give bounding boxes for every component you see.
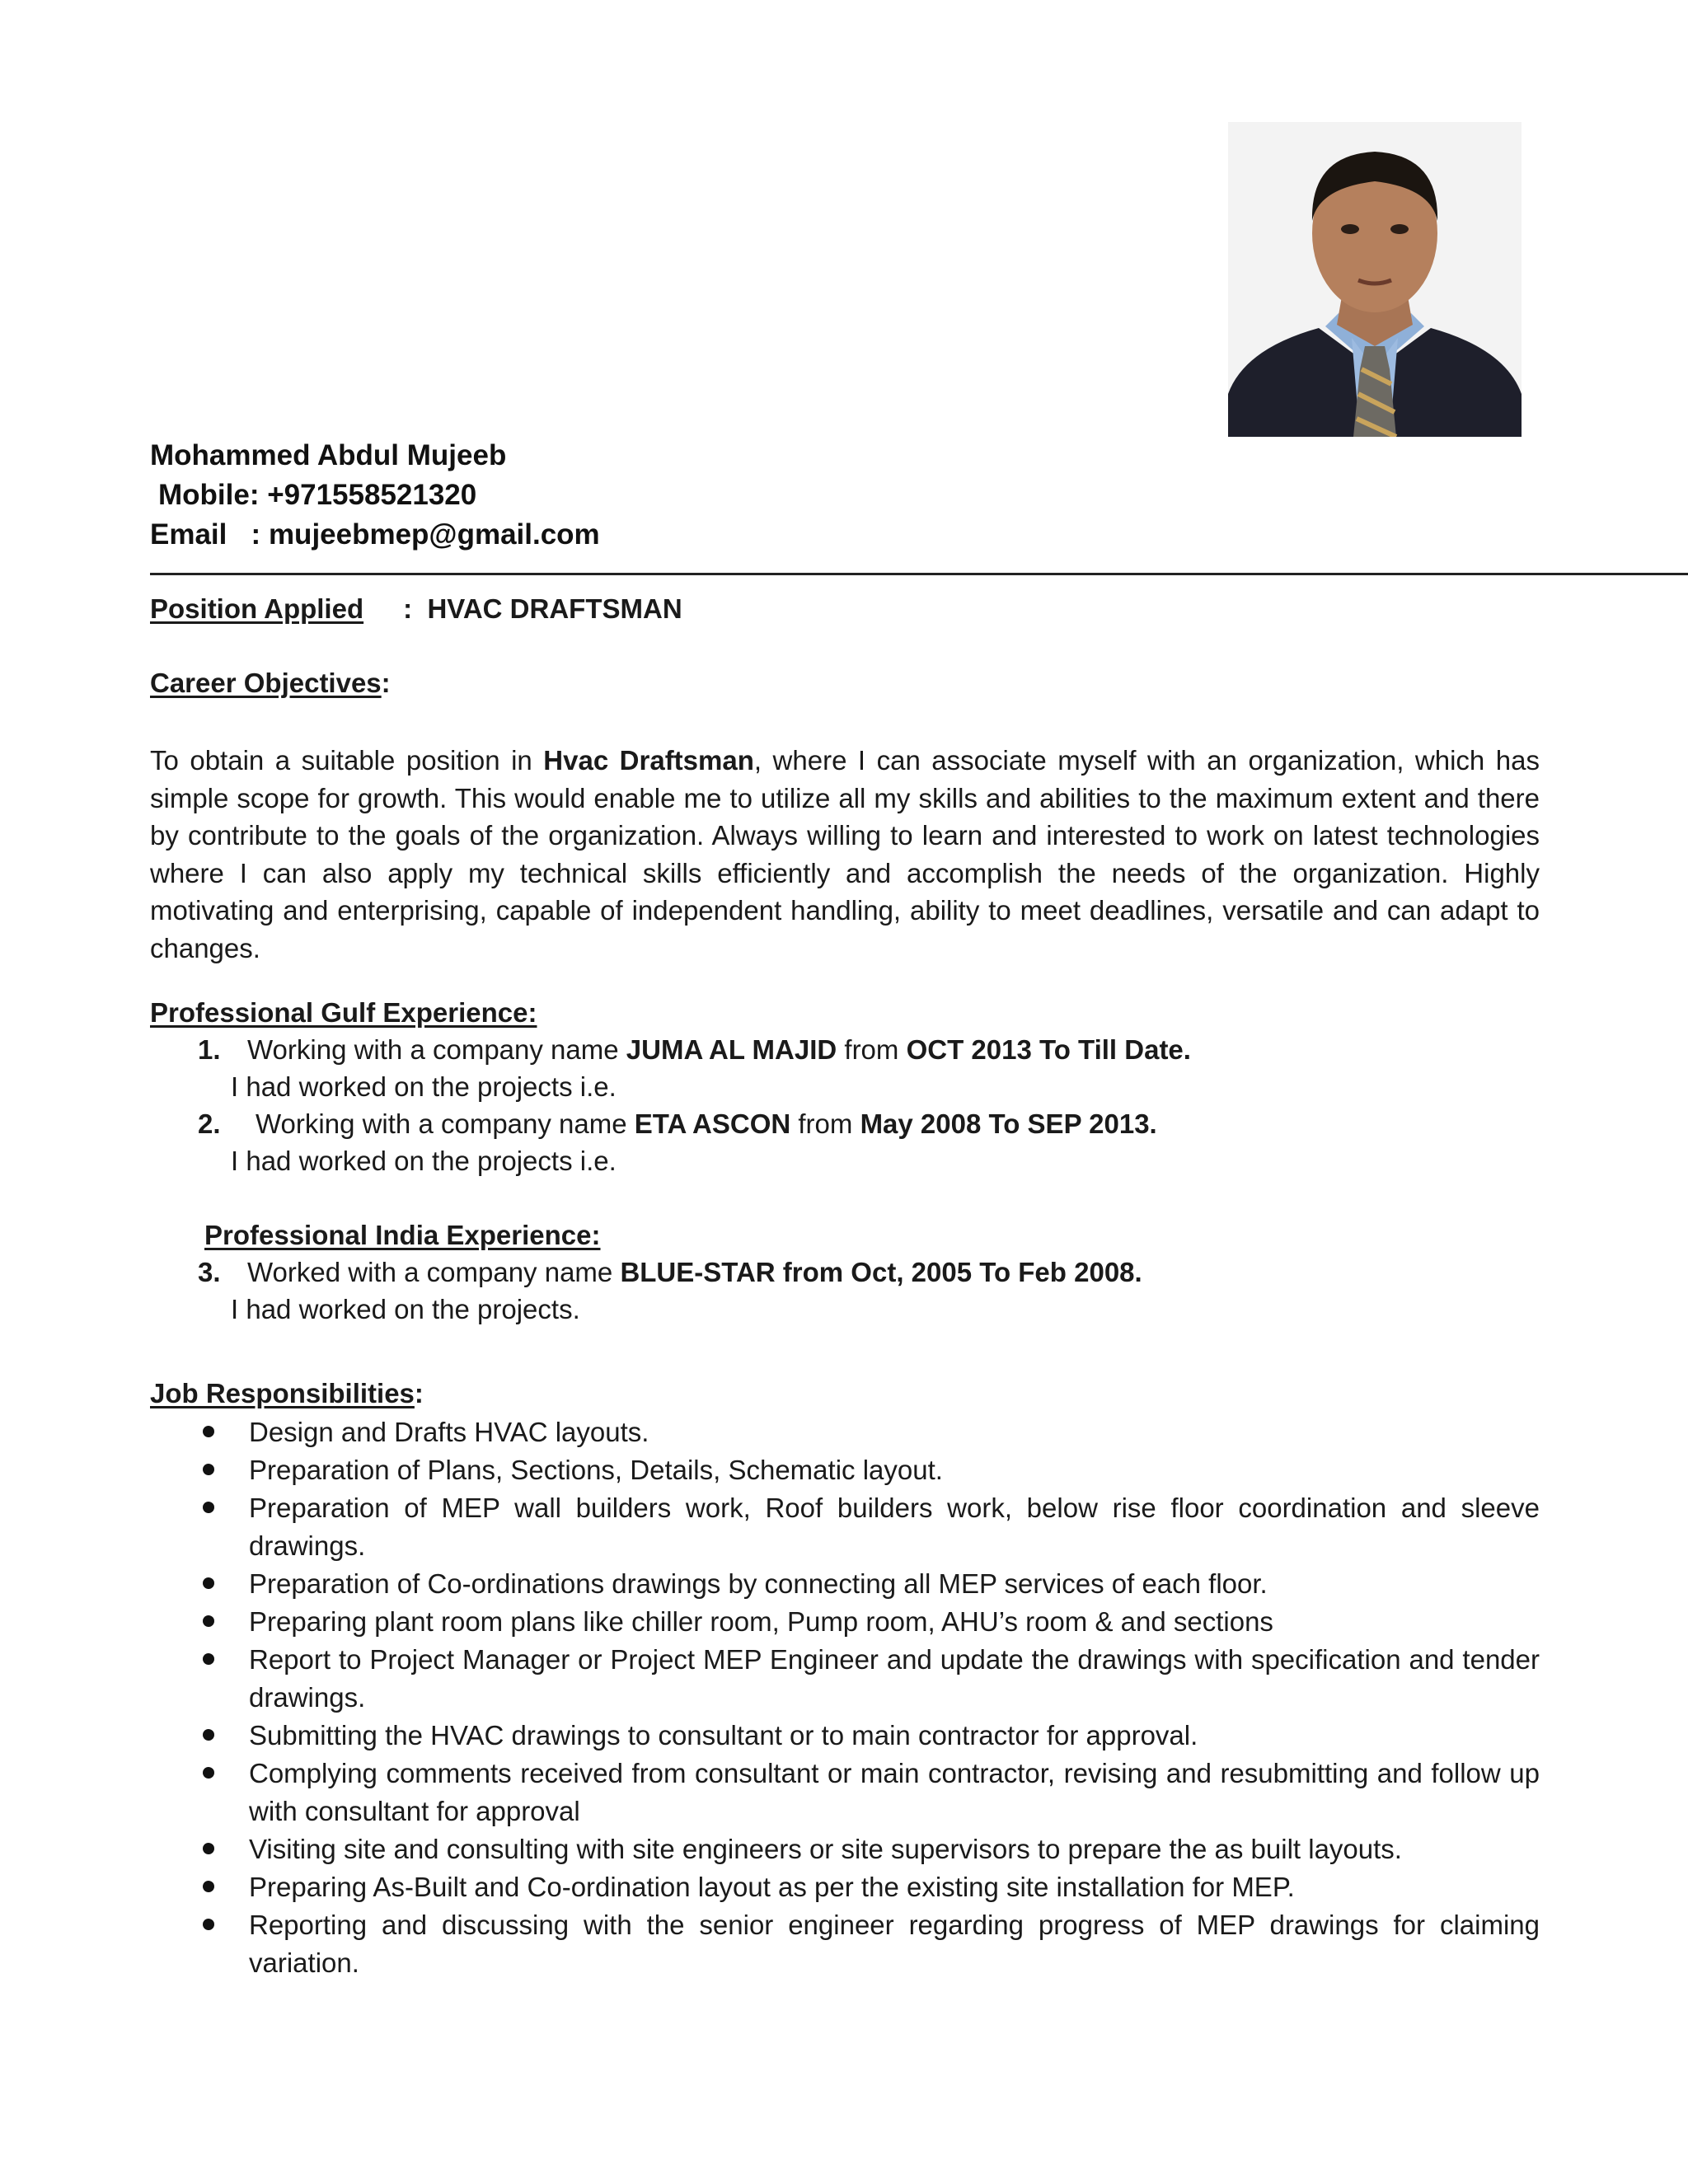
career-objectives-paragraph: To obtain a suitable position in Hvac Draftsman, where I can associate myself with an organization, which has simple scope for growth. This would enable me to utilize all my skills and abilities to the maximum extent and there by contribute to the goals of the organization. Always willing to learn and interested to work on latest technologies where I can also apply my technical skills efficiently and accomplish the needs of the organization. Highly motivating and enterprising, capable of independent handling, ability to meet deadlines, versatile and can adapt to changes.	[150, 745, 1540, 963]
list-item: Preparation of MEP wall builders work, Roof builders work, below rise floor coordination and sleeve drawings.	[196, 1489, 1540, 1565]
list-item: Preparation of Co-ordinations drawings by connecting all MEP services of each floor.	[196, 1565, 1540, 1603]
bullet-icon	[203, 1615, 214, 1627]
gulf-experience-heading: Professional Gulf Experience:	[150, 997, 537, 1028]
experience-projects: I had worked on the projects i.e.	[231, 1071, 617, 1102]
email-label: Email :	[150, 518, 269, 551]
list-item: Preparing As-Built and Co-ordination layout as per the existing site installation for MEP.	[196, 1868, 1540, 1906]
list-item: Preparing plant room plans like chiller room, Pump room, AHU’s room & and sections	[196, 1603, 1540, 1641]
position-value: HVAC DRAFTSMAN	[427, 593, 682, 624]
list-item: Complying comments received from consultant or main contractor, revising and resubmitting and follow up with consultant for approval	[196, 1755, 1540, 1830]
bullet-icon	[203, 1464, 214, 1475]
bullet-icon	[203, 1653, 214, 1665]
position-separator: :	[403, 593, 413, 624]
experience-projects: I had worked on the projects.	[231, 1294, 580, 1324]
bullet-icon	[203, 1843, 214, 1854]
list-item: Design and Drafts HVAC layouts.	[196, 1413, 1540, 1451]
experience-number: 3.	[198, 1257, 221, 1287]
bullet-icon	[203, 1577, 214, 1589]
email-address[interactable]: mujeebmep@gmail.com	[268, 518, 600, 551]
experience-projects: I had worked on the projects i.e.	[231, 1146, 617, 1176]
career-objectives-heading: Career Objectives:	[150, 668, 391, 698]
profile-photo	[1228, 122, 1522, 437]
candidate-name: Mohammed Abdul Mujeeb	[150, 439, 507, 471]
experience-item: Working with a company name JUMA AL MAJID from OCT 2013 To Till Date.	[247, 1034, 1191, 1065]
bullet-icon	[203, 1426, 214, 1437]
job-responsibilities-list	[196, 1413, 1540, 1982]
bullet-icon	[203, 1502, 214, 1513]
mobile-number: Mobile: +971558521320	[158, 479, 477, 511]
header-divider	[150, 573, 1688, 575]
experience-item: Worked with a company name BLUE-STAR from Oct, 2005 To Feb 2008.	[247, 1257, 1142, 1287]
email-line	[150, 516, 600, 553]
list-item: Submitting the HVAC drawings to consultant or to main contractor for approval.	[196, 1717, 1540, 1755]
bullet-icon	[203, 1767, 214, 1779]
bullet-icon	[203, 1729, 214, 1741]
experience-number: 2.	[198, 1108, 221, 1139]
experience-item: Working with a company name ETA ASCON from May 2008 To SEP 2013.	[256, 1108, 1157, 1139]
india-experience-heading: Professional India Experience:	[204, 1220, 601, 1250]
list-item: Visiting site and consulting with site engineers or site supervisors to prepare the as built layouts.	[196, 1830, 1540, 1868]
list-item: Reporting and discussing with the senior engineer regarding progress of MEP drawings for claiming variation.	[196, 1906, 1540, 1982]
position-label: Position Applied	[150, 593, 364, 624]
list-item: Report to Project Manager or Project MEP Engineer and update the drawings with specification and tender drawings.	[196, 1641, 1540, 1717]
job-responsibilities-heading: Job Responsibilities:	[150, 1378, 424, 1408]
experience-number: 1.	[198, 1034, 221, 1065]
bullet-icon	[203, 1919, 214, 1930]
list-item: Preparation of Plans, Sections, Details, Schematic layout.	[196, 1451, 1540, 1489]
position-applied-line	[150, 590, 682, 627]
bullet-icon	[203, 1881, 214, 1892]
